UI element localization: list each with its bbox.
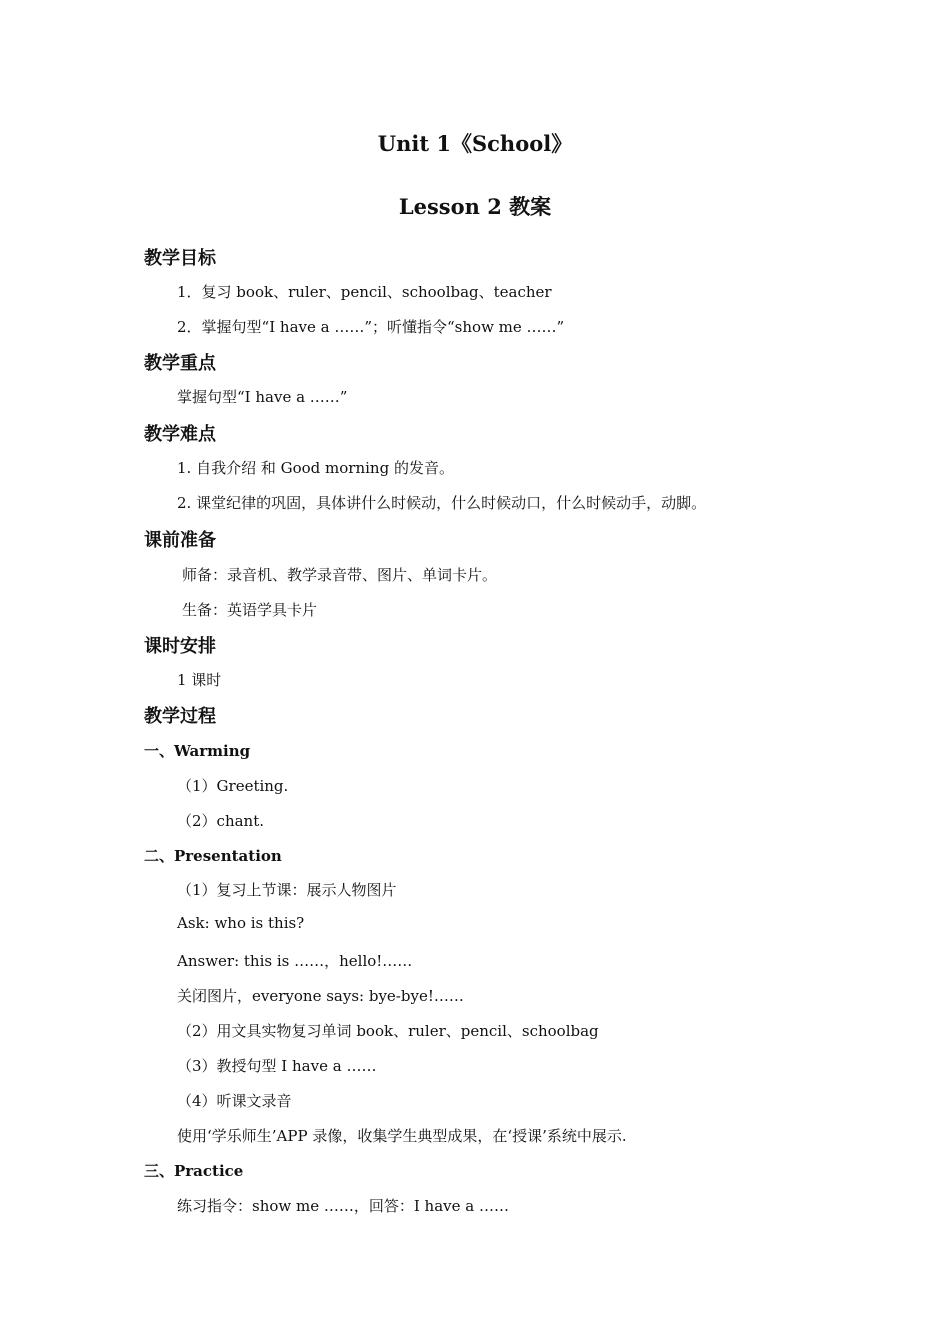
student-preparation: 生备：英语学具卡片 xyxy=(182,601,318,619)
presentation-item: （2）用文具实物复习单词 book、ruler、pencil、schoolbag xyxy=(177,1022,599,1040)
presentation-heading: 二、Presentation xyxy=(144,847,282,865)
preparation-heading: 课前准备 xyxy=(144,530,216,551)
key-points-text: 掌握句型“I have a ……” xyxy=(177,388,348,406)
lesson-title: Lesson 2 教案 xyxy=(398,194,552,219)
presentation-item: Ask: who is this? xyxy=(177,914,305,932)
warming-item: （2）chant. xyxy=(177,812,265,830)
presentation-item: （4）听课文录音 xyxy=(177,1092,292,1110)
presentation-item: （1）复习上节课：展示人物图片 xyxy=(177,881,397,899)
schedule-text: 1 课时 xyxy=(177,671,222,689)
presentation-item: Answer: this is ……，hello!…… xyxy=(177,952,413,970)
difficulty-item: 1. 自我介绍 和 Good morning 的发音。 xyxy=(177,459,454,477)
schedule-heading: 课时安排 xyxy=(144,636,216,657)
unit-title: Unit 1《School》 xyxy=(377,131,573,156)
difficulty-item: 2. 课堂纪律的巩固，具体讲什么时候动，什么时候动口，什么时候动手，动脚。 xyxy=(177,494,707,512)
presentation-item: 使用‘学乐师生’APP 录像，收集学生典型成果，在‘授课’系统中展示. xyxy=(177,1127,627,1145)
practice-item: 练习指令：show me ……，回答：I have a …… xyxy=(177,1197,509,1215)
warming-item: （1）Greeting. xyxy=(177,777,289,795)
warming-heading: 一、Warming xyxy=(144,742,251,760)
practice-heading: 三、Practice xyxy=(144,1162,244,1180)
objectives-heading: 教学目标 xyxy=(144,248,216,269)
presentation-item: 关闭图片，everyone says: bye-bye!…… xyxy=(177,987,464,1005)
objective-item: 2．掌握句型“I have a ……”；听懂指令“show me ……” xyxy=(177,318,565,336)
difficulties-heading: 教学难点 xyxy=(144,424,216,445)
process-heading: 教学过程 xyxy=(144,706,216,727)
objective-item: 1．复习 book、ruler、pencil、schoolbag、teacher xyxy=(177,283,552,301)
teacher-preparation: 师备：录音机、教学录音带、图片、单词卡片。 xyxy=(182,566,498,584)
presentation-item: （3）教授句型 I have a …… xyxy=(177,1057,377,1075)
key-points-heading: 教学重点 xyxy=(144,353,216,374)
